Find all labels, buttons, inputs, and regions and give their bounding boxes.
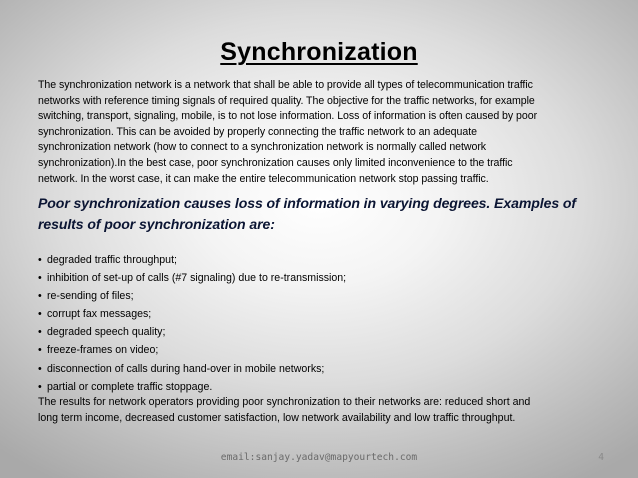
intro-line: network. In the worst case, it can make the entire telecommunication network stop passing traffic. [38, 172, 489, 185]
bullet-marker: • [38, 308, 42, 321]
bullet-item [38, 341, 598, 359]
intro-line: synchronization).In the best case, poor synchronization causes only limited inconvenience to the traffic [38, 156, 513, 169]
bullet-marker: • [38, 254, 42, 266]
bullet-item [38, 305, 598, 323]
highlight-statement [38, 193, 598, 235]
intro-line: switching, transport, signaling, mobile, is to not lose information. Loss of information is often caused by poor [38, 110, 538, 123]
closing-line: The results for network operators providing poor synchronization to their networks are: reduced short and [38, 396, 531, 408]
bullet-text: freeze-frames on video; [47, 344, 159, 357]
bullet-marker: • [38, 362, 42, 375]
bullet-item [38, 323, 598, 341]
bullet-item [38, 269, 598, 287]
intro-line: networks with reference timing signals of required quality. The objective for the traffic networks, for example [38, 94, 535, 107]
bullet-text: partial or complete traffic stoppage. [47, 380, 213, 393]
highlight-line: Poor synchronization causes loss of information in varying degrees. Examples of [38, 195, 576, 211]
bullet-marker: • [38, 326, 42, 339]
bullet-item [38, 378, 598, 396]
bullet-text: re-sending of files; [47, 290, 134, 303]
intro-line: synchronization. This can be avoided by properly connecting the traffic network to an adequate [38, 125, 477, 138]
bullet-text: degraded traffic throughput; [47, 254, 177, 266]
bullet-marker: • [38, 380, 42, 393]
bullet-item [38, 251, 598, 269]
page-number: 4 [598, 452, 604, 463]
bullet-item [38, 360, 598, 378]
bullet-marker: • [38, 344, 42, 357]
highlight-line: results of poor synchronization are: [38, 216, 275, 232]
bullet-text: inhibition of set-up of calls (#7 signaling) due to re-transmission; [47, 272, 347, 285]
intro-line: The synchronization network is a network that shall be able to provide all types of telecommunication traffic [38, 79, 533, 91]
footer-email: email:sanjay.yadav@mapyourtech.com [220, 452, 418, 463]
closing-paragraph [38, 395, 598, 426]
bullet-text: disconnection of calls during hand-over in mobile networks; [47, 362, 325, 375]
closing-line: long term income, decreased customer satisfaction, low network availability and low traffic throughput. [38, 411, 516, 424]
bullet-marker: • [38, 272, 42, 285]
bullet-marker: • [38, 290, 42, 303]
intro-paragraph [38, 78, 598, 187]
bullet-item [38, 287, 598, 305]
bullet-text: degraded speech quality; [47, 326, 166, 339]
slide-title: Synchronization [220, 38, 418, 66]
bullet-text: corrupt fax messages; [47, 308, 152, 321]
intro-line: synchronization network (how to connect to a synchronization network is normally called network [38, 141, 487, 154]
bullet-list [38, 251, 598, 396]
